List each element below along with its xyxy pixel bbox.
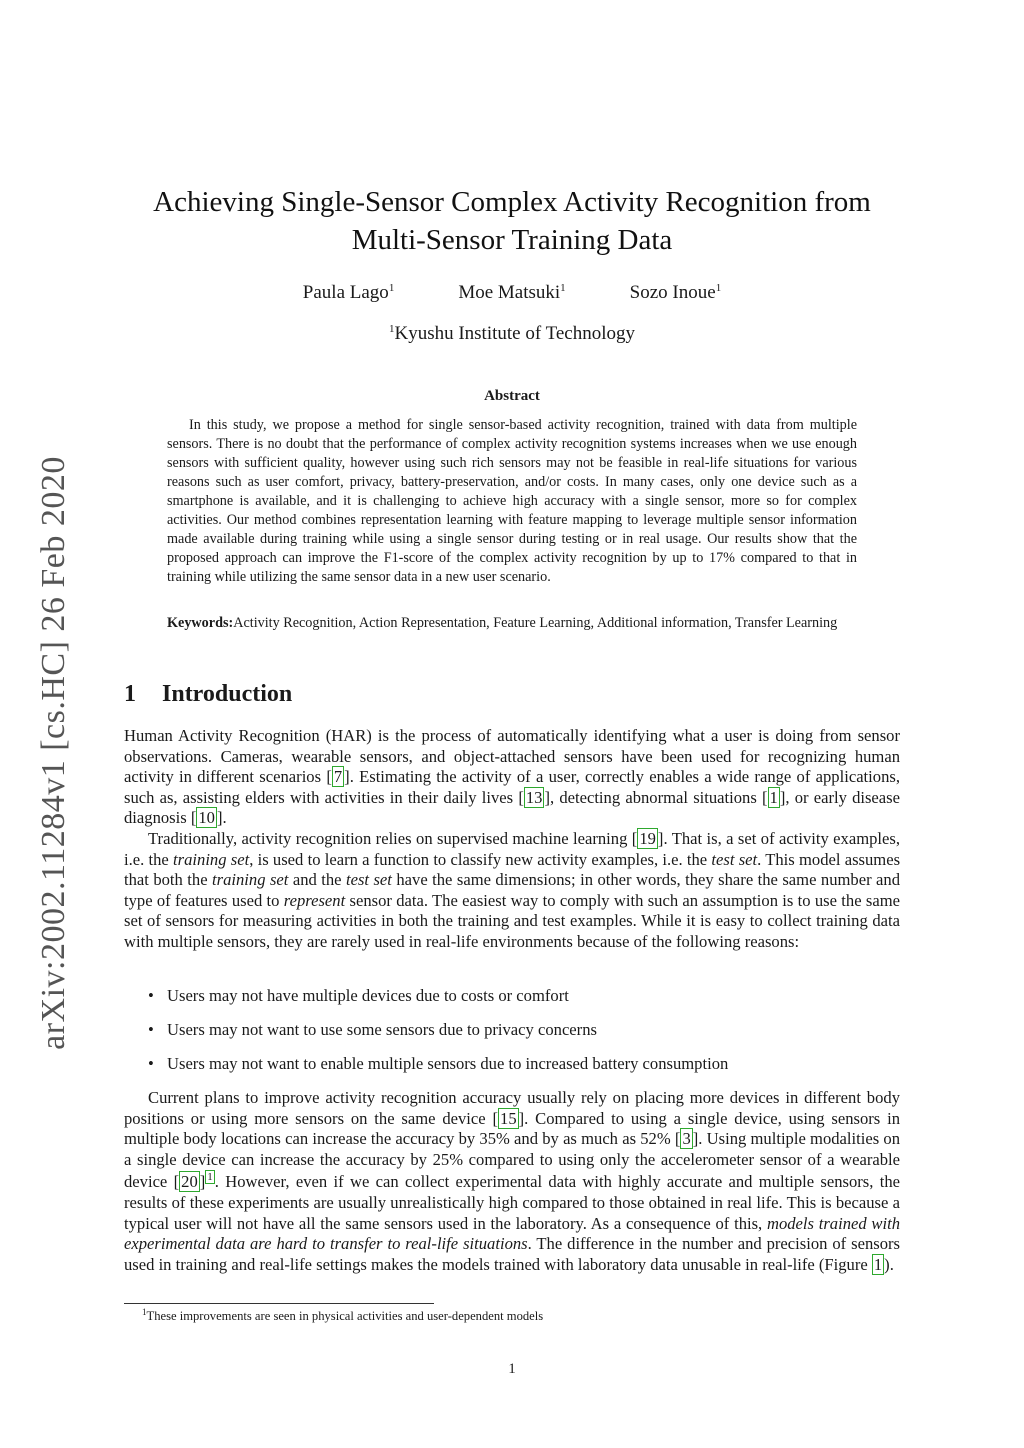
- author: Paula Lago$^1$: [302, 282, 395, 303]
- citation-link[interactable]: 15: [500, 1108, 517, 1128]
- abstract-heading: Abstract: [484, 388, 540, 404]
- title-line-1: Achieving Single-Sensor Complex Activity Recognition from: [153, 186, 871, 218]
- citation-link[interactable]: 1: [769, 787, 778, 807]
- section-heading: [124, 681, 900, 708]
- paragraph-2: Traditionally, activity recognition relies on supervised machine learning [ 19 ]. That is, a set of activity examples, i.e. the training set, is used to learn a function to classify new activity examples, i.e. the test set. This model assumes that both the training set and the test set have the same dimensions; in other words, they share the same number and type of features used to represent sensor data. The easiest way to comply with such an assumption is to use the same set of sensors for measuring activities in both the training and test examples. While it is easy to collect training data with multiple sensors, they are rarely used in real-life environments because of the following reasons:: [124, 829, 901, 951]
- citation-link[interactable]: 20: [181, 1172, 198, 1192]
- list-item: • Users may not want to use some sensors due to privacy concerns: [148, 1020, 597, 1039]
- citation-link[interactable]: 10: [198, 808, 215, 828]
- citation-link[interactable]: 13: [525, 787, 543, 807]
- paragraph-1: Human Activity Recognition (HAR) is the process of automatically identifying what a user is doing from sensor observations. Cameras, wearable sensors, and object-attached sensors have been used for recognizing human activity in different scenarios [ 7 ]. Estimating the activity of a user, correctly enables a wide range of applications, such as, assisting elders with activities in their daily lives [ 13 ], detecting abnormal situations [ 1 ], or early disease diagnosis [ 10 ].: [124, 726, 900, 828]
- paper-title: [124, 183, 900, 259]
- arxiv-sidebar-stamp: [24, 448, 84, 1058]
- citation-link[interactable]: 7: [333, 767, 343, 787]
- list-item: • Users may not want to enable multiple sensors due to increased battery consumption: [148, 1054, 729, 1073]
- figure-link[interactable]: 1: [873, 1254, 883, 1274]
- reasons-list: [148, 986, 888, 1088]
- list-item: • Users may not have multiple devices due to costs or comfort: [148, 986, 569, 1005]
- section-number: 1: [124, 681, 136, 707]
- bullet-icon: •: [148, 1054, 154, 1073]
- title-line-2: Multi-Sensor Training Data: [351, 224, 673, 256]
- page-number: 1: [508, 1361, 516, 1377]
- footnote-link[interactable]: 1: [207, 1171, 213, 1184]
- paragraph-3: Current plans to improve activity recognition accuracy usually rely on placing more devices in different body positions or using more sensors on the same device [ 15 ]. Compared to using a single device, using sensors in multiple body locations can increase the accuracy by 35% and by as much as 52% [ 3 ]. Using multiple modalities on a single device can increase the accuracy by 25% compared to using only the accelerometer sensor of a wearable device [ 20 ] $^1$ . However, even if we can collect experimental data with highly accurate and multiple sensors, the results of these experiments are usually unrealistically high compared to those obtained in real life. This is because a typical user will not have all the same sensors used in the laboratory. As a consequence of this, models trained with experimental data are hard to transfer to real-life situations. The difference in the number and precision of sensors used in training and real-life settings makes the models trained with laboratory data unusable in real-life (Figure 1 ).: [124, 1088, 901, 1274]
- author-list: [124, 282, 900, 304]
- footnote-divider: [124, 1303, 434, 1304]
- citation-link[interactable]: 3: [682, 1129, 691, 1149]
- keywords-label: Keywords:: [167, 615, 234, 631]
- keywords-text: Activity Recognition, Action Representation, Feature Learning, Additional information, Transfer Learning: [233, 615, 838, 631]
- bullet-icon: •: [148, 986, 154, 1005]
- arxiv-id: arXiv:2002.11284v1 [cs.HC] 26 Feb 2020: [35, 456, 73, 1050]
- bullet-icon: •: [148, 1020, 154, 1039]
- affiliation: $^1$Kyushu Institute of Technology: [388, 323, 636, 344]
- abstract-text: In this study, we propose a method for single sensor-based activity recognition, trained with data from multiple sensors. There is no doubt that the performance of complex activity recognition systems increases when we use enough sensors with sufficient quality, however using such rich sensors may not be feasible in real-life situations for various reasons such as user comfort, privacy, battery-preservation, and/or costs. In many cases, only one device such as a smartphone is available, and it is challenging to achieve high accuracy with a single sensor, more so for complex activities. Our method combines representation learning with feature mapping to leverage multiple sensor information made available during training while using a single sensor during testing or in real usage. Our results show that the proposed approach can improve the F1-score of the complex activity recognition by up to 17% compared to that in training while utilizing the same sensor data in a new user scenario.: [167, 417, 857, 585]
- footnote: $^1$These improvements are seen in physical activities and user-dependent models: [142, 1307, 544, 1323]
- section-title: Introduction: [162, 681, 293, 707]
- author: Moe Matsuki$^1$: [458, 282, 566, 303]
- keywords: [167, 614, 857, 633]
- citation-link[interactable]: 19: [639, 829, 656, 848]
- author: Sozo Inoue$^1$: [629, 282, 722, 303]
